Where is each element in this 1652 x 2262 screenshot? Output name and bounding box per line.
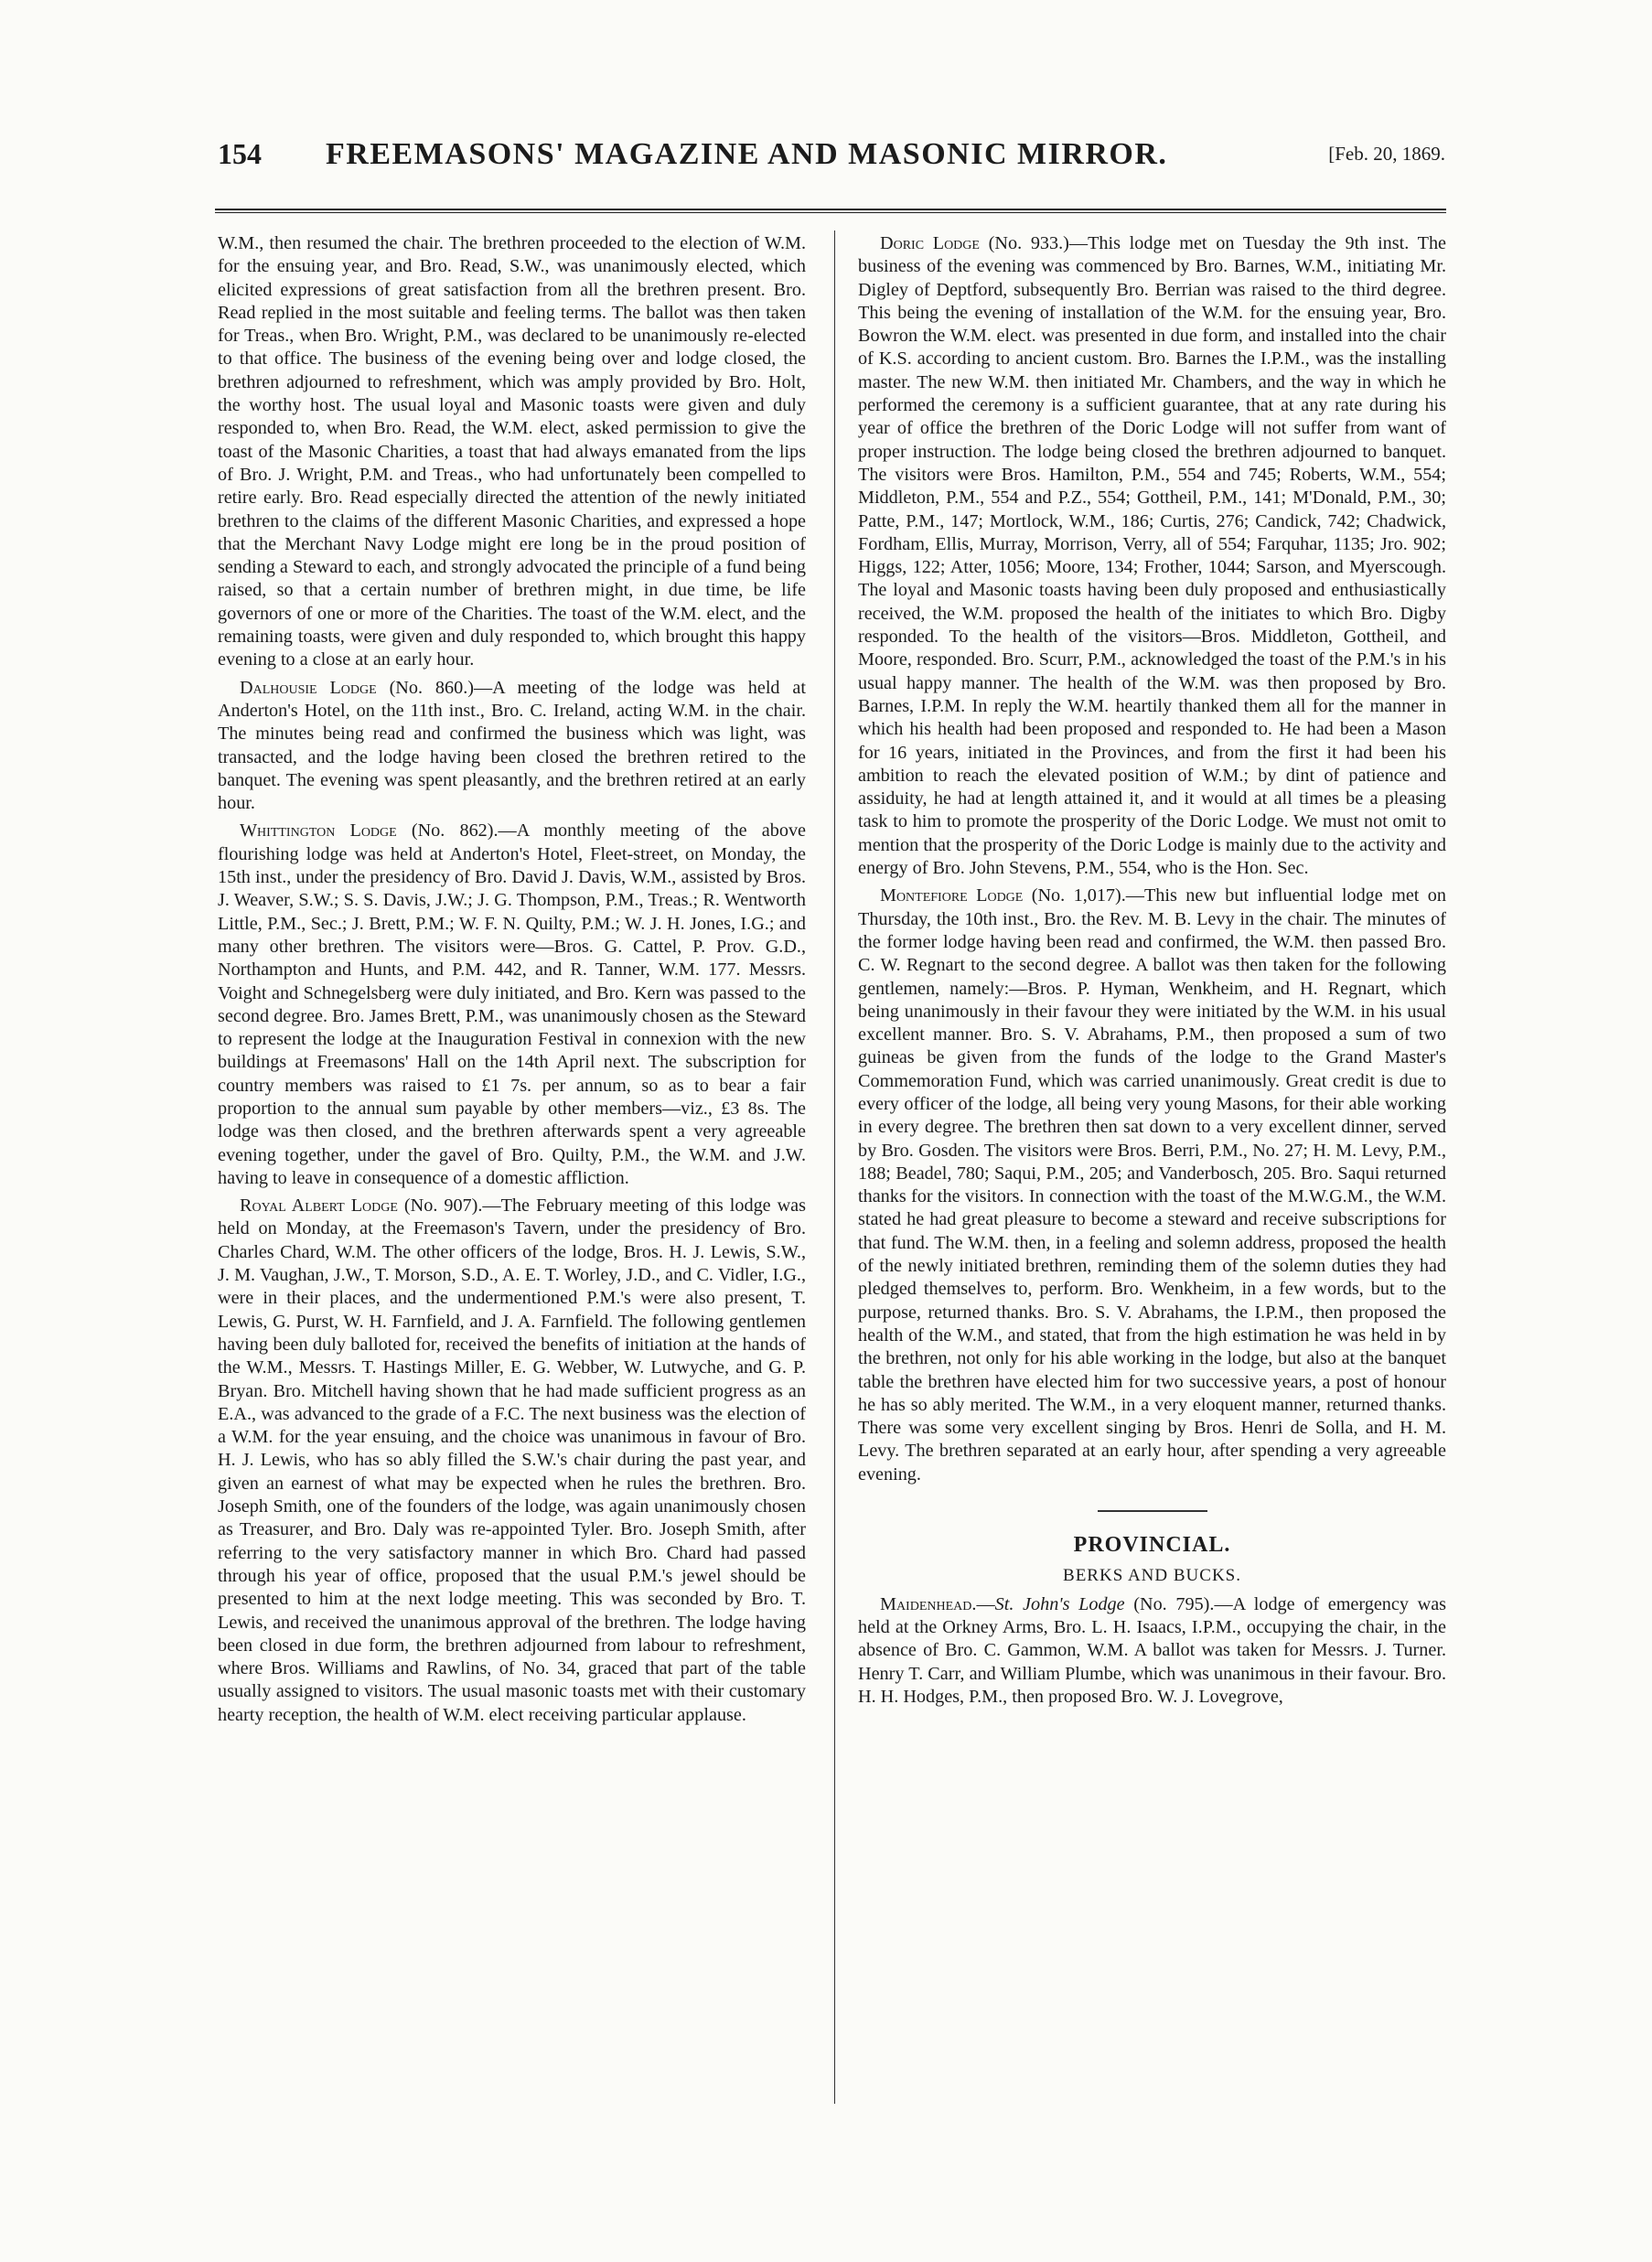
lodge-name: Dalhousie Lodge: [240, 677, 377, 698]
article-paragraph: W.M., then resumed the chair. The brethren proceeded to the election of W.M. for the ensuing year, and Bro. Read, S.W., was unanimously elected, which elicited expressions of great satisfaction from all the brethren present. Bro. Read replied in the most suitable and feeling terms. The ballot was then taken for Treas., when Bro. Wright, P.M., was declared to be unanimously re-elected to that office. The business of the evening being over and lodge closed, the brethren adjourned to refreshment, which was amply provided by Bro. Holt, the worthy host. The usual loyal and Masonic toasts were given and duly responded to, when Bro. Read, the W.M. elect, asked permission to give the toast of the Masonic Charities, a toast that had always emanated from the lips of Bro. J. Wright, P.M. and Treas., who had unfortunately been compelled to retire early. Bro. Read especially directed the attention of the newly initiated brethren to the claims of the different Masonic Charities, and expressed a hope that the Merchant Navy Lodge might ere long be in the proud position of sending a Steward to each, and strongly advocated the principle of a fund being raised, so that a certain number of brethren might, in due time, be life governors of one or more of the Charities. The toast of the W.M. elect, and the remaining toasts, were given and duly responded to, which brought this happy evening to a close at an early hour.: [218, 233, 806, 670]
lodge-name: St. John's Lodge: [994, 1593, 1125, 1614]
article-paragraph: [218, 1195, 806, 1727]
article-paragraph: [858, 232, 1446, 880]
lodge-name: Doric Lodge: [880, 233, 980, 253]
article-paragraph: Maidenhead.—St. John's Lodge (No. 795).—A lodge of emergency was held at the Orkney Arms, Bro. L. H. Isaacs, I.P.M., occupying the chair, in the absence of Bro. C. Gammon, W.M. A ballot was taken for Messrs. J. Turner. Henry T. Carr, and William Plumbe, which was unanimous in their favour. Bro. H. H. Hodges, P.M., then proposed Bro. W. J. Lovegrove,: [858, 1593, 1447, 1707]
page-number: 154: [218, 137, 262, 170]
section-title: PROVINCIAL.: [1073, 1533, 1231, 1558]
left-column: [218, 232, 806, 1731]
header-rule: [215, 209, 1446, 213]
page-header: [218, 137, 1445, 192]
page-title: FREEMASONS' MAGAZINE AND MASONIC MIRROR.: [326, 137, 1168, 171]
place-name: Maidenhead.: [880, 1593, 977, 1614]
paragraph-text: (No. 907).—The February meeting of this lodge was held on Monday, at the Freemason's Tavern, under the presidency of Bro. Charles Chard, W.M. The other officers of the lodge, Bros. H. J. Lewis, S.W., J. M. Vaughan, J.W., T. Morson, S.D., A. E. T. Worley, J.D., and C. Vidler, I.G., were in their places, and the undermentioned P.M.'s were also present, T. Lewis, G. Purst, W. H. Farnfield, and J. A. Farnfield. The following gentlemen having been duly balloted for, received the benefits of initiation at the hands of the W.M., Messrs. T. Hastings Miller, E. G. Webber, W. Lutwyche, and G. P. Bryan. Bro. Mitchell having shown that he had made sufficient progress as an E.A., was advanced to the grade of a F.C. The next business was the election of a W.M. for the year ensuing, and the choice was unanimous in favour of Bro. H. J. Lewis, who has so ably filled the S.W.'s chair during the past year, and given an earnest of what may be expected when he rules the brethren. Bro. Joseph Smith, one of the founders of the lodge, was again unanimously chosen as Treasurer, and Bro. Daly was re-appointed Tyler. Bro. Joseph Smith, after referring to the very satisfactory manner in which Bro. Chard had passed through his year of office, proposed that the usual P.M.'s jewel should be presented to him at the next lodge meeting. This was seconded by Bro. T. Lewis, and received the unanimous approval of the brethren. The lodge having been closed in due form, the brethren adjourned from labour to refreshment, where Bros. Williams and Rawlins, of No. 34, graced that part of the table usually assigned to visitors. The usual masonic toasts met with their customary hearty reception, the health of W.M. elect receiving particular applause.: [218, 1195, 806, 1725]
article-paragraph: [858, 884, 1446, 1486]
section-rule: [1098, 1510, 1207, 1512]
paragraph-text: (No. 862).—A monthly meeting of the above flourishing lodge was held at Anderton's Hotel, Fleet-street, on Monday, the 15th inst., under the presidency of Bro. David J. Davis, W.M., assisted by Bros. J. Weaver, S.W.; S. S. Davis, J.W.; J. G. Thompson, P.M., Treas.; R. Wentworth Little, P.M., Sec.; J. Brett, P.M.; W. F. N. Quilty, P.M.; W. J. H. Jones, I.G.; and many other brethren. The visitors were—Bros. G. Cattel, P. Prov. G.D., Northampton and Hunts, and P.M. 442, and R. Tanner, W.M. 177. Messrs. Voight and Schnegelsberg were duly initiated, and Bro. Kern was passed to the second degree. Bro. James Brett, P.M., was unanimously chosen as the Steward to represent the lodge at the Inauguration Festival in connexion with the new buildings at Freemasons' Hall on the 14th April next. The subscription for country members was raised to £1 7s. per annum, so as to bear a fair proportion to the annual sum payable by other members—viz., £3 8s. The lodge was then closed, and the brethren afterwards spent a very agreeable evening together, under the gavel of Bro. Quilty, P.M., the W.M. and J.W. having to leave in consequence of a domestic affliction.: [218, 820, 807, 1188]
article-paragraph: [218, 677, 806, 816]
section-subtitle: BERKS AND BUCKS.: [1063, 1566, 1241, 1586]
paragraph-text: (No. 795).—A lodge of emergency was held at the Orkney Arms, Bro. L. H. Isaacs, I.P.M., occupying the chair, in the absence of Bro. C. Gammon, W.M. A ballot was taken for Messrs. J. Turner. Henry T. Carr, and William Plumbe, which was unanimous in their favour. Bro. H. H. Hodges, P.M., then proposed Bro. W. J. Lovegrove,: [858, 1593, 1447, 1707]
paragraph-text: (No. 860.)—A meeting of the lodge was held at Anderton's Hotel, on the 11th inst., Bro. C. Ireland, acting W.M. in the chair. The minutes being read and confirmed the business which was light, was transacted, and the lodge having been closed the brethren retired to the banquet. The evening was spent pleasantly, and the brethren retired at an early hour.: [218, 677, 806, 814]
lodge-name: Whittington Lodge: [240, 820, 397, 842]
lodge-name: Royal Albert Lodge: [240, 1195, 398, 1217]
paragraph-text: (No. 1,017).—This new but influential lodge met on Thursday, the 10th inst., Bro. the Rev. M. B. Levy in the chair. The minutes of the former lodge having been read and confirmed, the W.M. then passed Bro. C. W. Regnart to the second degree. A ballot was then taken for the following gentlemen, namely:—Bros. P. Hyman, Wenkheim, and H. Regnart, which being unanimously in their favour they were initiated by the W.M. in his usual excellent manner. Bro. S. V. Abrahams, P.M., then proposed a sum of two guineas be given from the funds of the lodge to the Grand Master's Commemoration Fund, which was carried unanimously. Great credit is due to every officer of the lodge, all being very young Masons, for their able working in every degree. The brethren then sat down to a very excellent dinner, served by Bro. Gosden. The visitors were Bros. Berri, P.M., No. 27; H. M. Levy, P.M., 188; Beadel, 780; Saqui, P.M., 205; and Vanderbosch, 205. Bro. Saqui returned thanks for the visitors. In connection with the toast of the M.W.G.M., the W.M. stated he had great pleasure to become a steward and receive subscriptions for that fund. The W.M. then, in a feeling and solemn address, proposed the health of the newly initiated brethren, reminding them of the solemn duties they had pledged themselves to, perform. Bro. Wenkheim, in a few words, but to the purpose, returned thanks. Bro. S. V. Abrahams, the I.P.M., then proposed the health of the W.M., and stated, that from the high estimation he was held in by the brethren, not only for his able working in the lodge, but also at the banquet table the brethren have elected him for two successive years, a post of honour he has so ably merited. The W.M., in a very eloquent manner, returned thanks. There was some very excellent singing by Bros. Henri de Solla, and H. M. Levy. The brethren separated at an early hour, after spending a very agreeable evening.: [858, 885, 1446, 1485]
lodge-name: Montefiore Lodge: [880, 885, 1024, 906]
column-divider: [834, 230, 835, 2104]
article-paragraph: [218, 820, 806, 1190]
right-column: [858, 232, 1446, 1713]
page-date: [Feb. 20, 1869.: [1328, 143, 1445, 165]
paragraph-text: (No. 933.)—This lodge met on Tuesday the 9th inst. The business of the evening was commenced by Bro. Barnes, W.M., initiating Mr. Digley of Deptford, subsequently Bro. Berrian was raised to the third degree. This being the evening of installation of the W.M. for the ensuing year, Bro. Bowron the W.M. elect. was presented in due form, and installed into the chair of K.S. according to ancient custom. Bro. Barnes the I.P.M., was the installing master. The new W.M. then initiated Mr. Chambers, and the way in which he performed the ceremony is a sufficient guarantee, that at any rate during his year of office the brethren of the Doric Lodge will not suffer from want of proper instruction. The lodge being closed the brethren adjourned to banquet. The visitors were Bros. Hamilton, P.M., 554 and 745; Roberts, W.M., 554; Middleton, P.M., 554 and P.Z., 554; Gottheil, P.M., 141; M'Donald, P.M., 30; Patte, P.M., 147; Mortlock, W.M., 186; Curtis, 276; Candick, 742; Chadwick, Fordham, Ellis, Murray, Morrison, Verry, all of 554; Farquhar, 1135; Jro. 902; Higgs, 122; Atter, 1056; Moore, 134; Frother, 1044; Sarson, and Myerscough. The loyal and Masonic toasts having been duly proposed and enthusiastically received, the W.M. proposed the health of the initiates to which Bro. Digby responded. To the health of the visitors—Bros. Middleton, Gottheil, and Moore, responded. Bro. Scurr, P.M., acknowledged the toast of the P.M.'s in his usual happy manner. The health of the W.M. was then proposed by Bro. Barnes, I.P.M. In reply the W.M. heartily thanked them all for the manner in which his health had been proposed and responded to. He had been a Mason for 16 years, initiated in the Provinces, and from the first it had been his ambition to reach the elevated position of W.M.; by dint of patience and assiduity, he had at length attained it, and it would at all times be a pleasing task to him to promote the prosperity of the Doric Lodge. We must not omit to mention that the prosperity of the Doric Lodge is mainly due to the activity and energy of Bro. John Stevens, P.M., 554, who is the Hon. Sec.: [858, 233, 1447, 879]
